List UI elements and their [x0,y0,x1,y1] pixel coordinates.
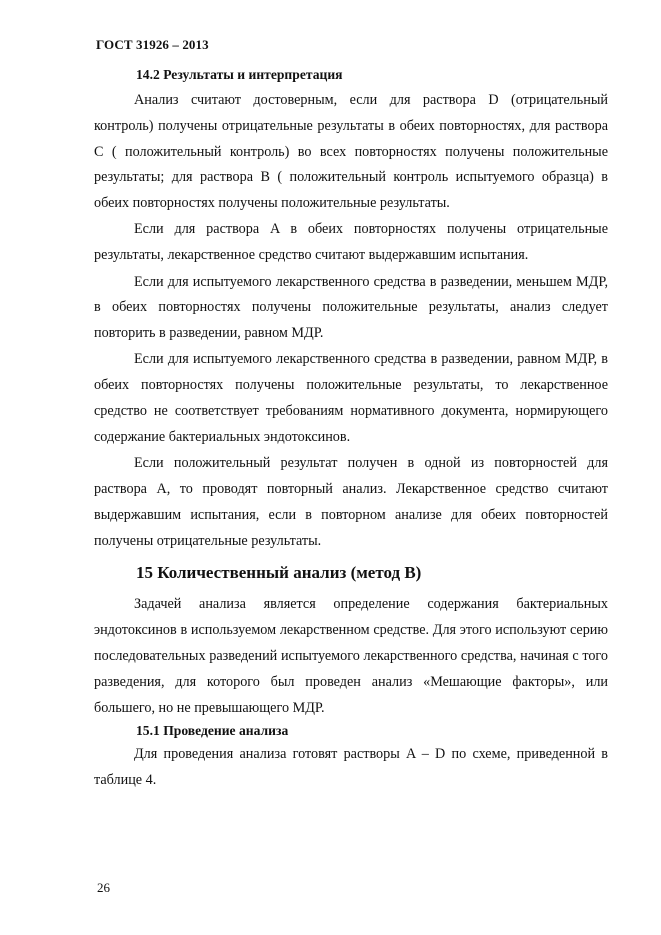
paragraph: Задачей анализа является определение содержания бактериальных эндотоксинов в используемом лекарственном средстве. Для этого используют серию последовательных разведений испытуемого лекарственного средства, начиная с того разведения, для которого был проведен анализ «Мешающие факторы», или большего, но не превышающего МДР. [94,596,608,716]
paragraph: Если для раствора A в обеих повторностях получены отрицательные результаты, лекарственное средство считают выдержавшим испытания. [94,221,608,264]
subsection-15-1-heading: 15.1 Проведение анализа [136,723,289,739]
paragraph: Если для испытуемого лекарственного средства в разведении, равном МДР, в обеих повторностях получены положительные результаты, то лекарственное средство не соответствует требованиям нормативного документа, нормирующего содержание бактериальных эндотоксинов. [94,351,608,445]
paragraph: Анализ считают достоверным, если для раствора D (отрицательный контроль) получены отрицательные результаты в обеих повторностях, для раствора C ( положительный контроль) во всех повторностях получены положительные результаты; для раствора B ( положительный контроль испытуемого образца) в обеих повторностях получены положительные результаты. [94,92,608,212]
paragraph: Если для испытуемого лекарственного средства в разведении, меньшем МДР, в обеих повторностях получены положительные результаты, анализ следует повторить в разведении, равном МДР. [94,273,608,342]
page-number: 26 [97,880,110,895]
paragraph: Для проведения анализа готовят растворы A – D по схеме, приведенной в таблице 4. [94,746,608,789]
paragraph: Если положительный результат получен в одной из повторностей для раствора A, то проводят повторный анализ. Лекарственное средство считают выдержавшим испытания, если в повторном анализе для обеих повторностей получены отрицательные результаты. [94,455,608,549]
document-header: ГОСТ 31926 – 2013 [96,37,209,52]
subsection-14-2-heading: 14.2 Результаты и интерпретация [136,67,343,82]
page-content [94,60,608,794]
section-15-heading: 15 Количественный анализ (метод B) [136,563,422,583]
